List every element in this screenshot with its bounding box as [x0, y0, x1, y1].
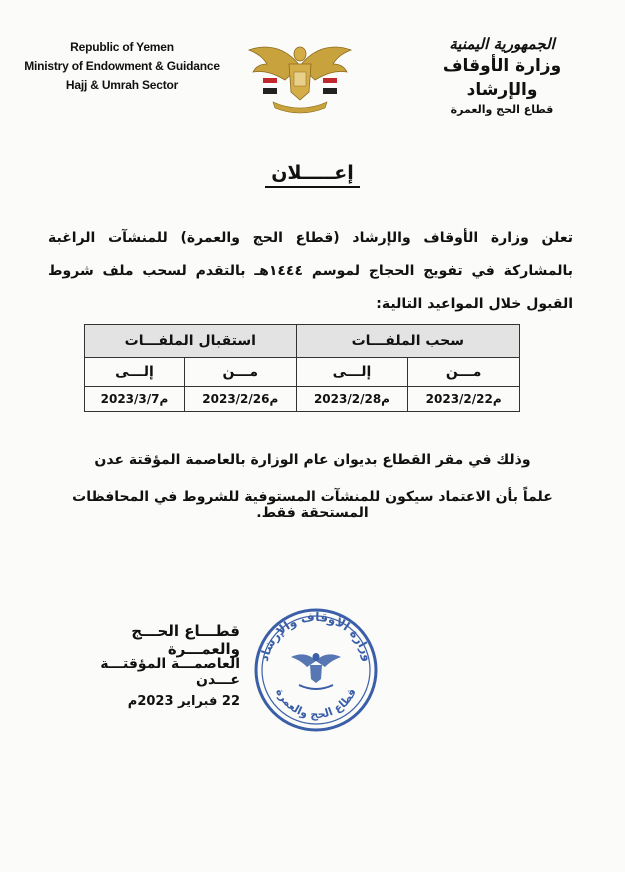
english-letterhead	[22, 38, 222, 95]
withdraw-to-label: إلـــى	[296, 358, 408, 387]
en-header-line-1: Republic of Yemen	[70, 40, 174, 54]
svg-text:قطاع الحج والعمرة	[273, 686, 359, 721]
stamp-inner-text: قطاع الحج والعمرة	[273, 686, 359, 722]
group-header-withdraw: سحب الملفـــات	[296, 325, 519, 358]
signature-city: العاصمـــة المؤقتـــة عـــدن	[100, 656, 240, 688]
stamp-outer-text: وزارة الأوقاف والإرشاد	[256, 609, 376, 663]
official-stamp-icon	[251, 605, 381, 735]
en-header-line-3: Hajj & Umrah Sector	[65, 78, 179, 92]
receive-to-label: إلـــى	[85, 358, 185, 387]
arabic-letterhead	[407, 34, 597, 118]
location-note: وذلك في مقر القطاع بديوان عام الوزارة بالعاصمة المؤقتة عدن	[94, 452, 531, 468]
withdraw-from-label: مـــن	[408, 358, 520, 387]
receive-to-date: 2023/3/7م	[85, 387, 185, 412]
withdraw-from-date: 2023/2/22م	[408, 387, 520, 412]
signature-date: 22 فبراير 2023م	[127, 694, 240, 709]
ar-header-line-1: الجمهورية اليمنية	[449, 35, 555, 53]
announcement-intro: تعلن وزارة الأوقاف والإرشاد (قطاع الحج والعمرة) للمنشآت الراغبة بالمشاركة في تفويج الحجاج لموسم ١٤٤٤هـ بالتقدم لسحب ملف شروط القبول خلال المواعيد التالية:	[48, 230, 573, 312]
receive-from-date: 2023/2/26م	[184, 387, 296, 412]
schedule-table	[84, 324, 520, 412]
withdraw-to-date: 2023/2/28م	[296, 387, 408, 412]
en-header-line-2: Ministry of Endowment & Guidance	[24, 59, 220, 73]
announcement-title: إعـــــلان	[0, 162, 625, 184]
yemen-eagle-emblem-icon	[245, 36, 355, 118]
group-header-receive: استقبال الملفـــات	[85, 325, 297, 358]
ar-header-line-2: وزارة الأوقاف والإرشاد	[442, 56, 562, 100]
eligibility-note: علماً بأن الاعتماد سيكون للمنشآت المستوفية للشروط في المحافظات المستحقة فقط.	[72, 489, 553, 521]
ar-header-line-3: قطاع الحج والعمرة	[450, 103, 554, 116]
receive-from-label: مـــن	[184, 358, 296, 387]
signature-sector: قطـــاع الحـــج والعمـــرة	[131, 622, 240, 658]
